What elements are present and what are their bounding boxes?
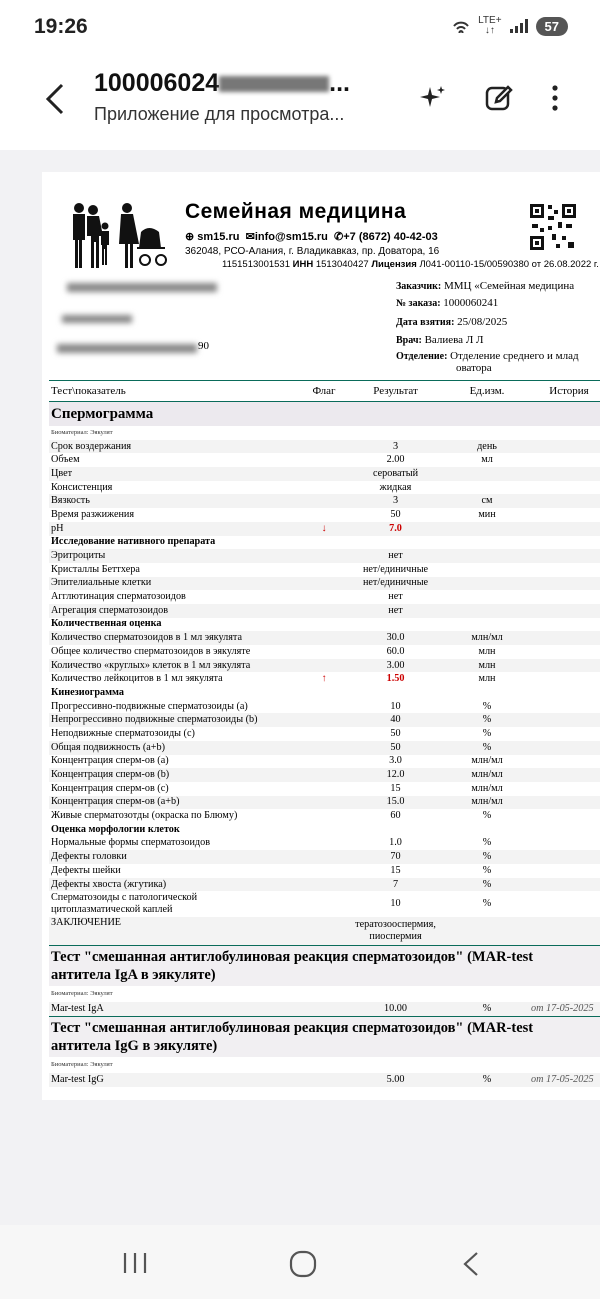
history — [529, 917, 600, 946]
test-name: Эритроциты — [49, 549, 302, 563]
table-row — [49, 727, 600, 741]
mar-title-line2: антитела IgA в эякуляте) — [51, 967, 216, 984]
home-icon[interactable] — [289, 1250, 317, 1278]
test-name: Дефекты шейки — [51, 864, 121, 876]
patient-id-redacted — [57, 344, 197, 353]
app-bar — [0, 55, 600, 150]
unit — [445, 522, 529, 536]
result: 50 — [346, 741, 445, 755]
unit: млн/мл — [445, 768, 529, 782]
clinic-contacts: ⊕ sm15.ru ✉info@sm15.ru ✆+7 (8672) 40-42-03 — [185, 231, 438, 243]
table-row — [49, 508, 600, 522]
subsection-title: Количественная оценка — [51, 618, 162, 630]
unit: млн — [478, 645, 496, 657]
history — [529, 549, 600, 563]
flag — [302, 440, 346, 454]
result: 1.50 — [386, 673, 405, 685]
test-name: Количество «круглых» клеток в 1 мл эякулята — [49, 659, 302, 673]
unit — [445, 563, 529, 577]
flag — [302, 809, 346, 823]
table-row — [49, 741, 600, 755]
history — [529, 672, 600, 686]
table-row — [49, 1073, 600, 1087]
test-name: Неподвижные сперматозоиды (c) — [51, 727, 195, 739]
history — [529, 659, 600, 673]
history — [529, 850, 600, 864]
result: 7 — [346, 878, 445, 892]
unit: млн/мл — [471, 782, 503, 794]
result: 15 — [390, 782, 401, 794]
test-name: Непрогрессивно подвижные сперматозоиды (b) — [49, 713, 302, 727]
result: 15.0 — [346, 796, 445, 810]
table-header — [49, 381, 600, 402]
history — [529, 494, 600, 508]
result: 40 — [346, 713, 445, 727]
table-row — [49, 481, 600, 495]
history — [529, 453, 600, 467]
file-title: 100006024 ... — [94, 69, 350, 97]
flag — [302, 590, 346, 604]
unit: день — [445, 440, 529, 454]
unit: % — [445, 741, 529, 755]
table-row — [49, 645, 600, 659]
result: 5.00 — [346, 1073, 445, 1087]
result: 15 — [390, 864, 401, 876]
result: нет — [346, 549, 445, 563]
table-row — [49, 1002, 600, 1016]
lab-report-page — [42, 172, 600, 1100]
flag — [302, 563, 346, 577]
battery-icon: 57 — [536, 17, 568, 36]
test-name: Концентрация сперм-ов (b) — [49, 768, 302, 782]
mar-title-line2: антитела IgG в эякуляте) — [51, 1038, 218, 1055]
table-row — [49, 809, 600, 823]
table-row — [49, 686, 600, 700]
history — [529, 440, 600, 454]
qr-code-icon — [528, 202, 578, 252]
history — [529, 645, 600, 659]
mar-test-title — [49, 1017, 600, 1058]
table-row — [49, 536, 600, 550]
flag — [302, 878, 346, 892]
result: 60 — [390, 810, 401, 822]
unit: % — [445, 850, 529, 864]
conclusion-line2: пиоспермия — [369, 931, 422, 943]
flag — [302, 453, 346, 467]
hotspot-icon — [452, 19, 470, 33]
test-name: Вязкость — [49, 494, 302, 508]
table-row — [49, 467, 600, 481]
history — [529, 768, 600, 782]
flag — [302, 631, 346, 645]
col-test: Тест\показатель — [49, 381, 302, 402]
result: 3 — [346, 494, 445, 508]
unit: млн — [478, 673, 496, 685]
table-row — [49, 494, 600, 508]
unit: мин — [478, 508, 496, 520]
history — [529, 590, 600, 604]
test-name: pH — [49, 522, 302, 536]
history — [529, 467, 600, 481]
unit — [445, 604, 529, 618]
table-row — [49, 577, 600, 591]
unit: % — [445, 878, 529, 892]
flag — [302, 1002, 346, 1016]
result: 2.00 — [386, 454, 405, 466]
unit: % — [445, 1002, 529, 1016]
flag — [302, 891, 346, 917]
test-name: Агрегация сперматозоидов — [49, 604, 302, 618]
department-line: Отделение: Отделение среднего и млад — [396, 350, 579, 362]
biomaterial-row — [49, 426, 600, 440]
result: нет — [346, 604, 445, 618]
test-name: Кристаллы Беттхера — [51, 563, 140, 575]
table-row — [49, 604, 600, 618]
back-nav-icon[interactable] — [460, 1251, 482, 1277]
test-name: Цвет — [49, 467, 302, 481]
history — [529, 878, 600, 892]
test-name-line2: цитоплазматической каплей — [51, 904, 173, 916]
result: 7.0 — [346, 522, 445, 536]
table-row — [49, 864, 600, 878]
system-nav-bar — [0, 1225, 600, 1299]
history — [529, 741, 600, 755]
status-bar — [0, 0, 600, 55]
table-row — [49, 563, 600, 577]
conclusion-row — [49, 917, 600, 946]
signal-icon — [510, 19, 528, 33]
result: 3.00 — [346, 659, 445, 673]
result: 10.00 — [346, 1002, 445, 1016]
flag — [302, 850, 346, 864]
test-name: Прогрессивно-подвижные сперматозоиды (a) — [51, 700, 248, 712]
flag — [302, 796, 346, 810]
unit: % — [482, 837, 492, 849]
status-icons — [452, 16, 568, 36]
col-result: Результат — [346, 381, 445, 402]
table-row — [49, 672, 600, 686]
conclusion-line1: тератозооспермия, — [355, 919, 436, 931]
flag — [302, 782, 346, 796]
conclusion-label: ЗАКЛЮЧЕНИЕ — [49, 917, 302, 946]
flag — [302, 549, 346, 563]
test-name — [49, 891, 302, 917]
flag — [302, 659, 346, 673]
flag — [302, 917, 346, 946]
network-type: LTE+ ↓↑ — [478, 15, 502, 36]
unit: % — [482, 864, 492, 876]
subsection-title: Кинезиограмма — [51, 686, 124, 698]
flag — [302, 727, 346, 741]
biomaterial-row — [49, 986, 600, 1002]
flag — [302, 577, 346, 591]
test-name: Срок воздержания — [49, 440, 302, 454]
history — [529, 796, 600, 810]
history: от 17-05-2025 — [529, 1002, 600, 1016]
table-row — [49, 782, 600, 796]
result: 30.0 — [346, 631, 445, 645]
result: 50 — [390, 508, 401, 520]
flag — [302, 768, 346, 782]
history — [529, 809, 600, 823]
unit: % — [482, 810, 492, 822]
mar-test-title — [49, 946, 600, 987]
result: сероватый — [346, 467, 445, 481]
result: 1.0 — [389, 837, 402, 849]
unit: млн/мл — [445, 631, 529, 645]
test-name: Агглютинация сперматозоидов — [51, 591, 186, 603]
unit: % — [482, 700, 492, 712]
flag — [302, 481, 346, 495]
flag — [302, 713, 346, 727]
customer-line: Заказчик: ММЦ «Семейная медицина — [396, 280, 575, 292]
table-row — [49, 796, 600, 810]
unit: % — [445, 1073, 529, 1087]
history — [529, 837, 600, 851]
test-name: Консистенция — [51, 481, 113, 493]
history — [529, 755, 600, 769]
history — [529, 891, 600, 917]
clock: 19:26 — [34, 15, 88, 38]
test-name: Mar-test IgG — [49, 1073, 302, 1087]
table-row — [49, 713, 600, 727]
test-name: Концентрация сперм-ов (c) — [51, 782, 169, 794]
section-row — [49, 402, 600, 427]
subsection-title: Исследование нативного препарата — [51, 536, 216, 548]
flag — [302, 645, 346, 659]
unit: млн/мл — [471, 755, 503, 767]
col-flag: Флаг — [302, 381, 346, 402]
test-name: Живые сперматозотды (окраска по Блюму) — [51, 810, 238, 822]
flag — [302, 1073, 346, 1087]
history — [529, 508, 600, 522]
history — [529, 522, 600, 536]
conclusion-value — [346, 917, 445, 946]
table-row — [49, 522, 600, 536]
table-row — [49, 700, 600, 714]
result: нет/единичные — [346, 577, 445, 591]
history — [529, 481, 600, 495]
flag — [302, 837, 346, 851]
flag — [302, 508, 346, 522]
result: 70 — [346, 850, 445, 864]
table-row — [49, 768, 600, 782]
unit — [445, 917, 529, 946]
mar-title-line1: Тест "смешанная антиглобулиновая реакция сперматозоидов" (MAR-test — [51, 1020, 534, 1037]
sparkle-icon[interactable] — [418, 83, 448, 113]
test-name: Время разжижения — [51, 508, 135, 520]
history — [529, 864, 600, 878]
result: нет — [388, 591, 403, 603]
result: 60.0 — [386, 645, 405, 657]
test-name: Нормальные формы сперматозоидов — [51, 837, 211, 849]
mar-test-title-row — [49, 946, 600, 987]
unit: мл — [481, 454, 493, 466]
flag — [302, 755, 346, 769]
unit — [445, 467, 529, 481]
result: 10 — [390, 700, 401, 712]
test-name: Концентрация сперм-ов (a+b) — [49, 796, 302, 810]
unit — [445, 481, 529, 495]
history — [529, 782, 600, 796]
result: 50 — [390, 727, 401, 739]
recent-apps-icon[interactable] — [122, 1251, 148, 1275]
table-row — [49, 440, 600, 454]
history — [529, 631, 600, 645]
title-block — [94, 69, 350, 125]
unit: % — [482, 727, 492, 739]
test-name: Общее количество сперматозоидов в эякуляте — [51, 645, 251, 657]
result: жидкая — [379, 481, 412, 493]
flag — [302, 741, 346, 755]
clinic-address: 362048, РСО-Алания, г. Владикавказ, пр. Доватора, 16 — [185, 246, 440, 257]
date-line: Дата взятия: 25/08/2025 — [396, 316, 508, 328]
table-row — [49, 549, 600, 563]
test-name: Общая подвижность (a+b) — [49, 741, 302, 755]
table-row — [49, 755, 600, 769]
biomaterial: Биоматериал: Эякулят — [51, 1061, 113, 1069]
table-row — [49, 453, 600, 467]
edit-icon[interactable] — [484, 83, 514, 113]
order-line: № заказа: 1000060241 — [396, 297, 499, 309]
mar-test-title-row — [49, 1017, 600, 1058]
table-row — [49, 659, 600, 673]
test-name-line1: Сперматозоиды с патологической — [51, 892, 198, 904]
test-name: Количество лейкоцитов в 1 мл эякулята — [51, 673, 223, 685]
unit: % — [445, 713, 529, 727]
history — [529, 727, 600, 741]
flag — [302, 494, 346, 508]
flag: ↓ — [302, 522, 346, 536]
more-vertical-icon[interactable] — [550, 83, 560, 113]
app-actions — [418, 83, 560, 113]
flag — [302, 700, 346, 714]
flag — [302, 467, 346, 481]
doctor-line: Врач: Валиева Л Л — [396, 334, 484, 346]
test-name: Объем — [51, 454, 80, 466]
unit — [445, 549, 529, 563]
history — [529, 700, 600, 714]
history — [529, 563, 600, 577]
test-name: Эпителиальные клетки — [49, 577, 302, 591]
patient-id-tail: 90 — [198, 340, 209, 352]
flag: ↑ — [321, 673, 327, 685]
history: от 17-05-2025 — [529, 1073, 600, 1087]
table-row — [49, 891, 600, 917]
table-row — [49, 878, 600, 892]
history — [529, 577, 600, 591]
biomaterial-row — [49, 1057, 600, 1073]
table-row — [49, 618, 600, 632]
subsection-title: Оценка морфологии клеток — [51, 823, 180, 835]
col-history: История — [529, 381, 600, 402]
table-row — [49, 631, 600, 645]
flag — [302, 864, 346, 878]
test-name: Дефекты головки — [49, 850, 302, 864]
chevron-left-icon[interactable] — [40, 79, 70, 119]
department-line-2: оватора — [456, 362, 492, 374]
result: 12.0 — [346, 768, 445, 782]
section-title: Спермограмма — [49, 402, 600, 427]
history — [529, 713, 600, 727]
result: 3 — [346, 440, 445, 454]
col-unit: Ед.изм. — [445, 381, 529, 402]
test-name: Mar-test IgA — [49, 1002, 302, 1016]
clinic-requisites: 1151513001531 ИНН 1513040427 Лицензия Л041-00110-15/00590380 от 26.08.2022 г. — [222, 259, 599, 270]
clinic-name: Семейная медицина — [185, 200, 407, 223]
unit — [445, 577, 529, 591]
file-subtitle: Приложение для просмотра... — [94, 104, 345, 124]
table-row — [49, 590, 600, 604]
biomaterial: Биоматериал: Эякулят — [51, 428, 113, 436]
flag — [302, 604, 346, 618]
result: нет/единичные — [362, 563, 429, 575]
unit — [445, 590, 529, 604]
unit: млн — [445, 659, 529, 673]
history — [529, 604, 600, 618]
biomaterial: Биоматериал: Эякулят — [51, 990, 113, 998]
table-row — [49, 837, 600, 851]
result: 3.0 — [389, 755, 402, 767]
result: 10 — [390, 898, 401, 910]
test-name: Концентрация сперм-ов (a) — [51, 755, 169, 767]
family-logo-icon — [67, 200, 177, 272]
table-row — [49, 823, 600, 837]
test-name: Дефекты хвоста (жгутика) — [49, 878, 302, 892]
mar-title-line1: Тест "смешанная антиглобулиновая реакция сперматозоидов" (MAR-test — [51, 949, 534, 966]
patient-dob-redacted — [62, 315, 132, 323]
unit: см — [445, 494, 529, 508]
results-table — [49, 380, 600, 1087]
unit: млн/мл — [445, 796, 529, 810]
patient-name-redacted — [67, 283, 217, 292]
test-name: Количество сперматозоидов в 1 мл эякулята — [49, 631, 302, 645]
table-row — [49, 850, 600, 864]
unit: % — [482, 898, 492, 910]
